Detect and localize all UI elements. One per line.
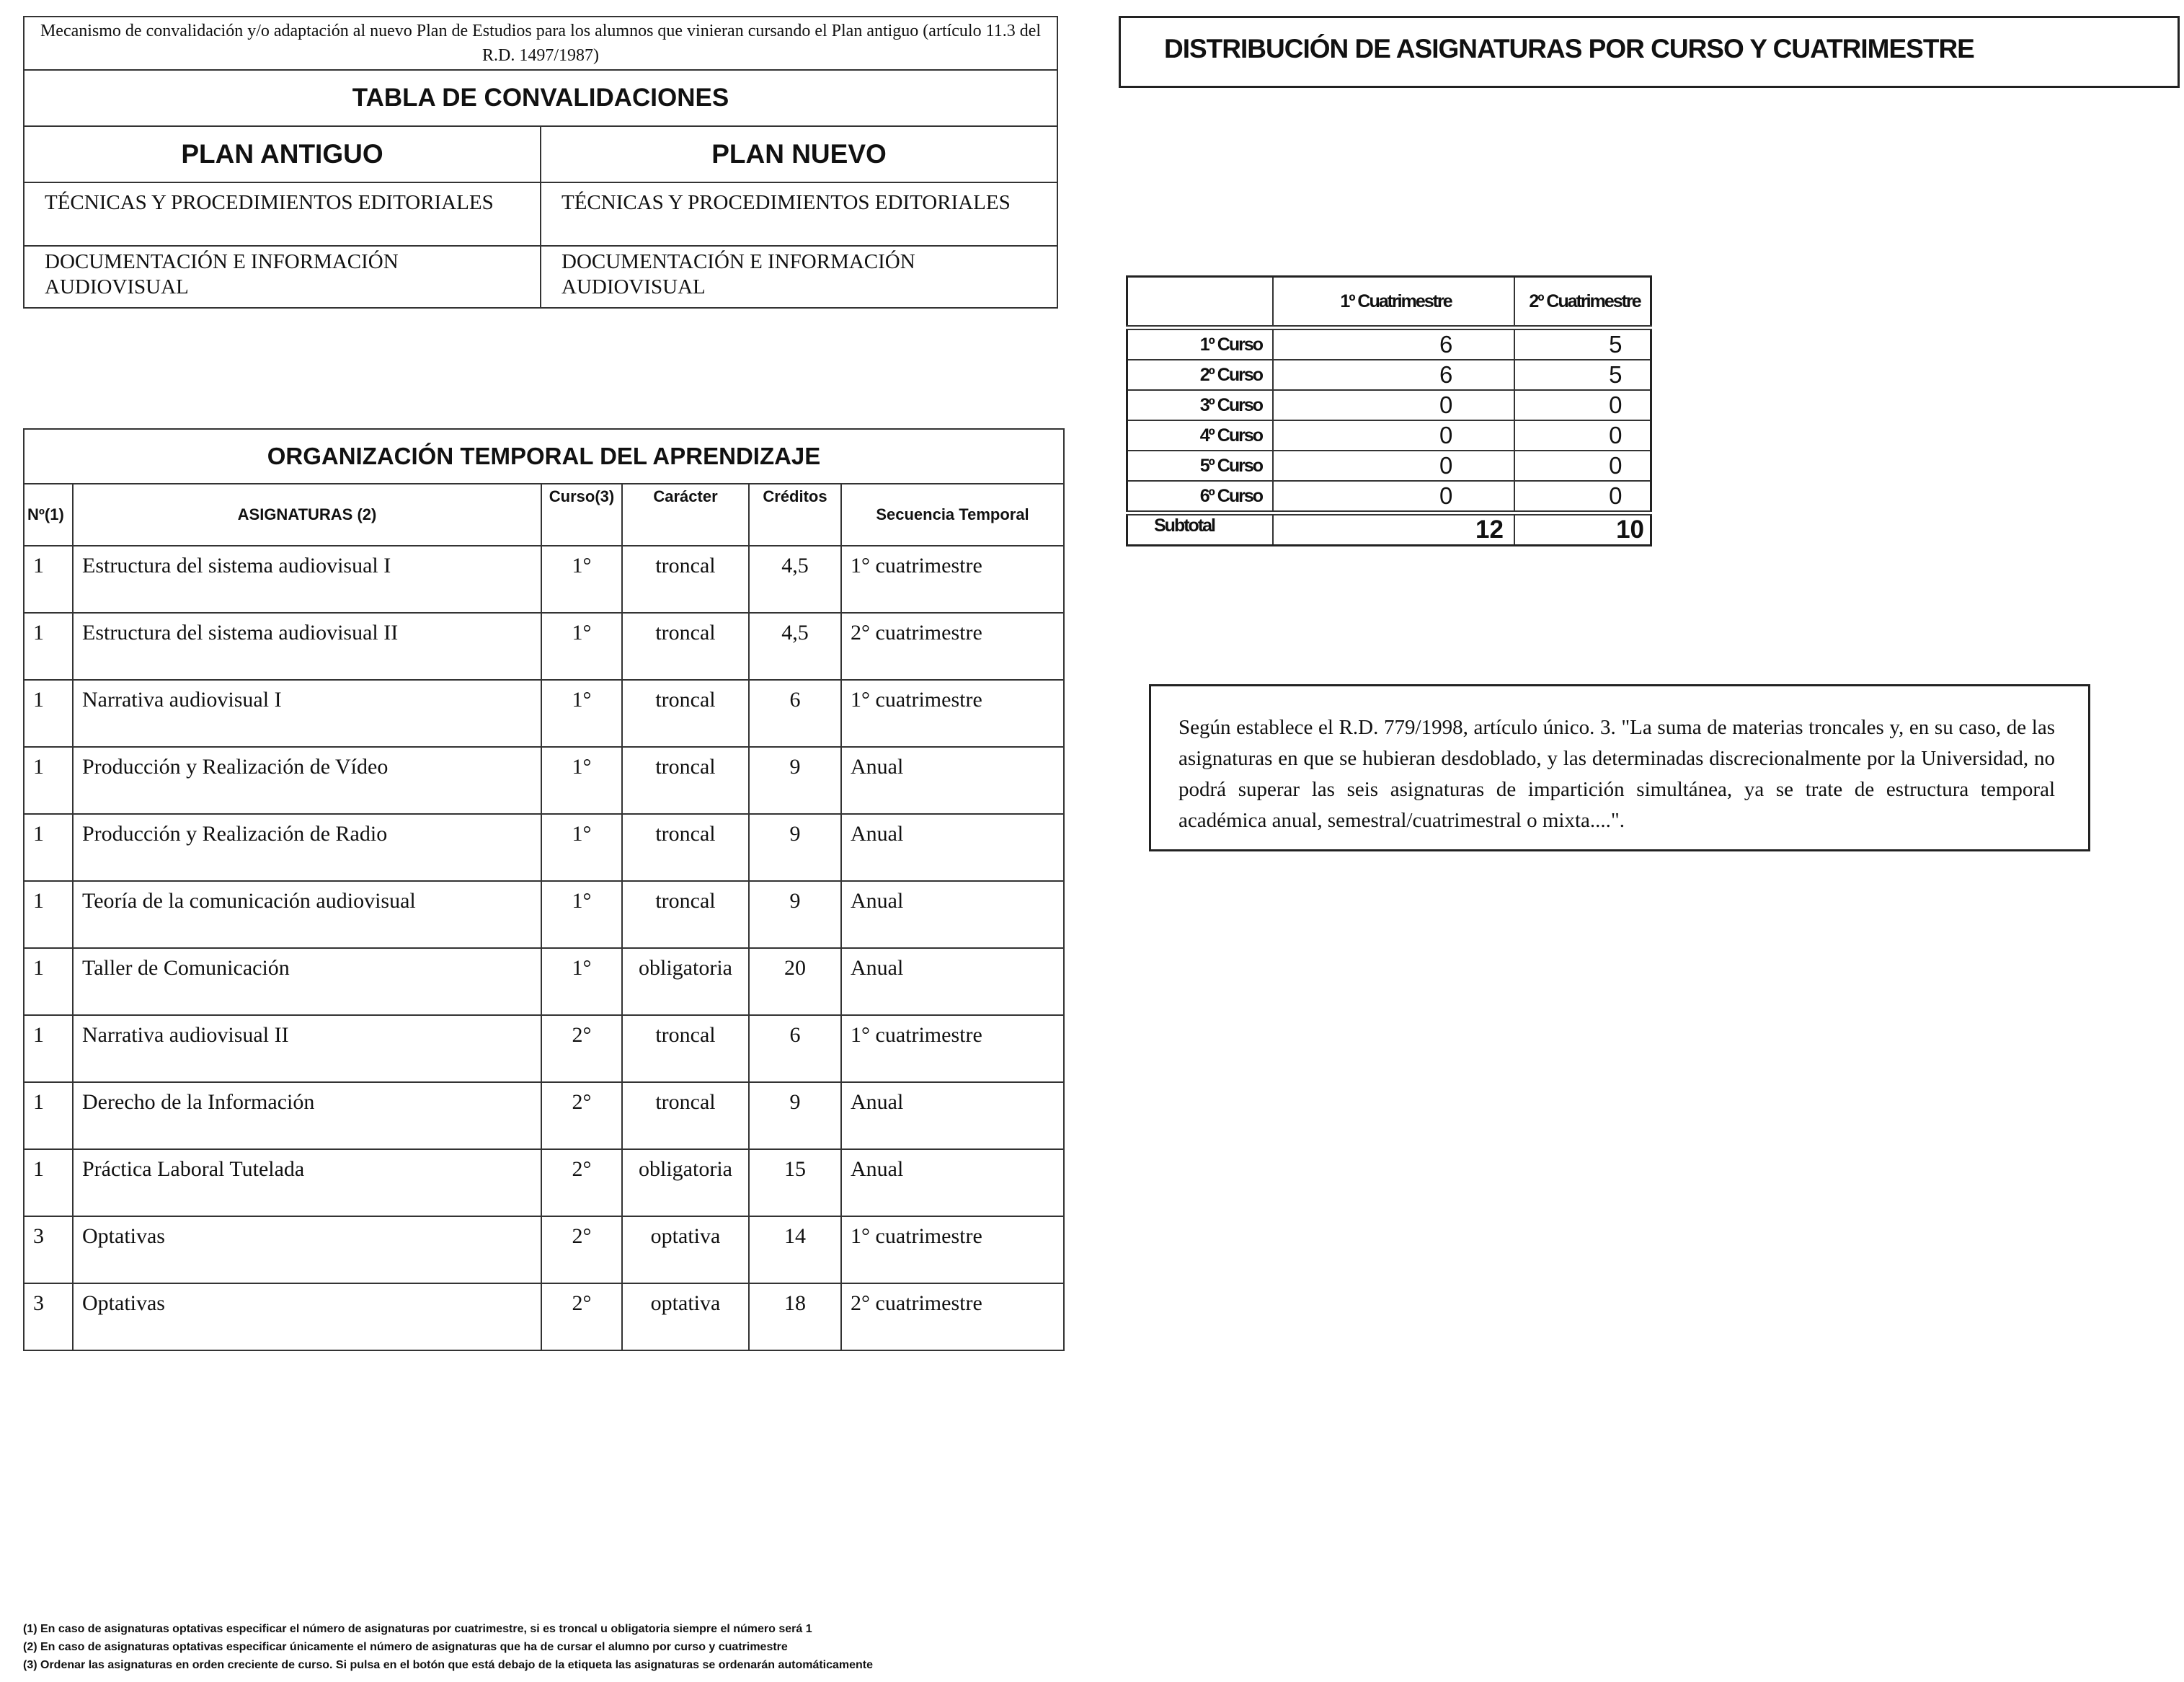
- distribucion-title-box: [1119, 16, 2180, 88]
- cell-n: 1: [24, 613, 73, 680]
- cell-caracter: obligatoria: [622, 948, 749, 1015]
- table-row: [24, 1149, 1064, 1216]
- cell-secuencia: Anual: [841, 747, 1064, 814]
- table-row: [24, 1082, 1064, 1149]
- table-row: [24, 546, 1064, 613]
- cell-secuencia: 2° cuatrimestre: [841, 1283, 1064, 1350]
- header-secuencia: Secuencia Temporal: [841, 484, 1064, 546]
- subtotal-1-cuatrimestre: 12: [1273, 513, 1514, 546]
- table-row: [1127, 328, 1651, 360]
- rd-quote-box: [1149, 684, 2090, 851]
- table-row: [24, 747, 1064, 814]
- curso-label: 6º Curso: [1127, 481, 1274, 513]
- value-2-cuatrimestre: 5: [1514, 328, 1651, 360]
- table-row: [1127, 451, 1651, 481]
- footnote-1: (1) En caso de asignaturas optativas especificar el número de asignaturas por cuatrimestre, si es troncal u obligatoria siempre el número será 1: [23, 1623, 812, 1635]
- value-1-cuatrimestre: 6: [1273, 328, 1514, 360]
- table-row: [24, 680, 1064, 747]
- cell-caracter: troncal: [622, 814, 749, 881]
- cell-creditos: 15: [749, 1149, 841, 1216]
- cell-creditos: 4,5: [749, 546, 841, 613]
- convalidacion-row: [24, 246, 1057, 308]
- cell-asignatura: Narrativa audiovisual I: [73, 680, 541, 747]
- value-1-cuatrimestre: 0: [1273, 420, 1514, 451]
- value-2-cuatrimestre: 0: [1514, 451, 1651, 481]
- value-1-cuatrimestre: 0: [1273, 390, 1514, 420]
- convalidaciones-title: TABLA DE CONVALIDACIONES: [24, 70, 1057, 126]
- value-1-cuatrimestre: 0: [1273, 481, 1514, 513]
- cell-asignatura: Optativas: [73, 1283, 541, 1350]
- cell-curso: 1°: [541, 680, 622, 747]
- table-row: [1127, 360, 1651, 390]
- cell-asignatura: Producción y Realización de Vídeo: [73, 747, 541, 814]
- curso-label: 1º Curso: [1127, 328, 1274, 360]
- value-2-cuatrimestre: 5: [1514, 360, 1651, 390]
- cell-curso: 2°: [541, 1216, 622, 1283]
- cell-n: 1: [24, 680, 73, 747]
- cell-caracter: troncal: [622, 881, 749, 948]
- cell-creditos: 6: [749, 1015, 841, 1082]
- cell-secuencia: 1° cuatrimestre: [841, 680, 1064, 747]
- cell-n: 1: [24, 1149, 73, 1216]
- cell-curso: 1°: [541, 814, 622, 881]
- plan-nuevo-header: PLAN NUEVO: [541, 126, 1057, 182]
- corner-cell: [1127, 277, 1274, 328]
- plan-nuevo-cell: TÉCNICAS Y PROCEDIMIENTOS EDITORIALES: [541, 182, 1057, 246]
- cell-caracter: obligatoria: [622, 1149, 749, 1216]
- table-row: [24, 1283, 1064, 1350]
- plan-nuevo-cell: DOCUMENTACIÓN E INFORMACIÓN AUDIOVISUAL: [541, 246, 1057, 308]
- cell-asignatura: Derecho de la Información: [73, 1082, 541, 1149]
- convalidacion-row: [24, 182, 1057, 246]
- cell-n: 3: [24, 1216, 73, 1283]
- cell-creditos: 9: [749, 747, 841, 814]
- header-2-cuatrimestre: 2º Cuatrimestre: [1514, 277, 1651, 328]
- cell-secuencia: 1° cuatrimestre: [841, 546, 1064, 613]
- cell-caracter: optativa: [622, 1283, 749, 1350]
- table-row: [1127, 481, 1651, 513]
- value-2-cuatrimestre: 0: [1514, 390, 1651, 420]
- cell-caracter: troncal: [622, 546, 749, 613]
- cell-asignatura: Estructura del sistema audiovisual I: [73, 546, 541, 613]
- footnote-2: (2) En caso de asignaturas optativas especificar únicamente el número de asignaturas que ha de cursar el alumno por curso y cuatrimestre: [23, 1641, 788, 1653]
- cell-caracter: troncal: [622, 680, 749, 747]
- plan-antiguo-cell: DOCUMENTACIÓN E INFORMACIÓN AUDIOVISUAL: [24, 246, 541, 308]
- cell-curso: 2°: [541, 1082, 622, 1149]
- distribucion-table: [1126, 275, 1652, 546]
- cell-creditos: 14: [749, 1216, 841, 1283]
- header-creditos: Créditos: [749, 484, 841, 546]
- subtotal-2-cuatrimestre: 10: [1514, 513, 1651, 546]
- mechanism-text: Mecanismo de convalidación y/o adaptación al nuevo Plan de Estudios para los alumnos que vinieran cursando el Plan antiguo (artículo 11.3 del R.D. 1497/1987): [24, 17, 1057, 70]
- cell-curso: 2°: [541, 1283, 622, 1350]
- footnote-3: (3) Ordenar las asignaturas en orden creciente de curso. Si pulsa en el botón que está debajo de la etiqueta las asignaturas se ordenarán automáticamente: [23, 1659, 874, 1671]
- cell-secuencia: 2° cuatrimestre: [841, 613, 1064, 680]
- cell-asignatura: Práctica Laboral Tutelada: [73, 1149, 541, 1216]
- cell-n: 1: [24, 747, 73, 814]
- header-caracter: Carácter: [622, 484, 749, 546]
- cell-n: 1: [24, 546, 73, 613]
- cell-caracter: optativa: [622, 1216, 749, 1283]
- curso-label: 2º Curso: [1127, 360, 1274, 390]
- cell-caracter: troncal: [622, 613, 749, 680]
- plan-antiguo-header: PLAN ANTIGUO: [24, 126, 541, 182]
- value-2-cuatrimestre: 0: [1514, 481, 1651, 513]
- cell-n: 1: [24, 881, 73, 948]
- cell-asignatura: Taller de Comunicación: [73, 948, 541, 1015]
- cell-creditos: 4,5: [749, 613, 841, 680]
- distribucion-title: DISTRIBUCIÓN DE ASIGNATURAS POR CURSO Y CUATRIMESTRE: [1164, 34, 1974, 63]
- curso-label: 4º Curso: [1127, 420, 1274, 451]
- cell-curso: 2°: [541, 1149, 622, 1216]
- organizacion-table: [23, 428, 1065, 1351]
- cell-creditos: 18: [749, 1283, 841, 1350]
- table-row: [24, 1015, 1064, 1082]
- table-row: [24, 1216, 1064, 1283]
- cell-creditos: 9: [749, 881, 841, 948]
- header-asignaturas: ASIGNATURAS (2): [73, 484, 541, 546]
- curso-label: 3º Curso: [1127, 390, 1274, 420]
- cell-n: 1: [24, 948, 73, 1015]
- header-num: Nº(1): [24, 484, 73, 546]
- cell-caracter: troncal: [622, 747, 749, 814]
- plan-antiguo-cell: TÉCNICAS Y PROCEDIMIENTOS EDITORIALES: [24, 182, 541, 246]
- cell-secuencia: Anual: [841, 1149, 1064, 1216]
- table-row: [1127, 390, 1651, 420]
- cell-curso: 1°: [541, 613, 622, 680]
- header-curso: Curso(3): [541, 484, 622, 546]
- rd-quote-text: Según establece el R.D. 779/1998, artículo único. 3. "La suma de materias troncales y, en su caso, de las asignaturas en que se hubieran desdoblado, y las determinadas discrecionalmente por la Universidad, no podrá superar las seis asignaturas de impartición simultánea, ya se trate de estructura temporal académica anual, semestral/cuatrimestral o mixta....".: [1178, 716, 2055, 832]
- cell-curso: 1°: [541, 747, 622, 814]
- cell-caracter: troncal: [622, 1082, 749, 1149]
- table-row: [24, 948, 1064, 1015]
- cell-asignatura: Narrativa audiovisual II: [73, 1015, 541, 1082]
- convalidaciones-table: [23, 16, 1058, 309]
- cell-creditos: 9: [749, 814, 841, 881]
- cell-secuencia: Anual: [841, 948, 1064, 1015]
- subtotal-label: Subtotal: [1127, 513, 1274, 546]
- organizacion-header-row: [24, 484, 1064, 546]
- table-row: [24, 814, 1064, 881]
- organizacion-title: ORGANIZACIÓN TEMPORAL DEL APRENDIZAJE: [24, 429, 1064, 484]
- value-1-cuatrimestre: 6: [1273, 360, 1514, 390]
- header-1-cuatrimestre: 1º Cuatrimestre: [1273, 277, 1514, 328]
- cell-secuencia: 1° cuatrimestre: [841, 1015, 1064, 1082]
- cell-creditos: 20: [749, 948, 841, 1015]
- footnotes: [23, 1620, 873, 1674]
- cell-caracter: troncal: [622, 1015, 749, 1082]
- cell-asignatura: Teoría de la comunicación audiovisual: [73, 881, 541, 948]
- cell-secuencia: Anual: [841, 881, 1064, 948]
- cell-curso: 2°: [541, 1015, 622, 1082]
- table-row: [1127, 420, 1651, 451]
- cell-n: 1: [24, 814, 73, 881]
- cell-n: 1: [24, 1082, 73, 1149]
- table-row: [24, 881, 1064, 948]
- table-row: [24, 613, 1064, 680]
- cell-n: 1: [24, 1015, 73, 1082]
- cell-asignatura: Estructura del sistema audiovisual II: [73, 613, 541, 680]
- cell-curso: 1°: [541, 881, 622, 948]
- cell-asignatura: Optativas: [73, 1216, 541, 1283]
- cell-curso: 1°: [541, 948, 622, 1015]
- cell-secuencia: 1° cuatrimestre: [841, 1216, 1064, 1283]
- cell-asignatura: Producción y Realización de Radio: [73, 814, 541, 881]
- cell-secuencia: Anual: [841, 814, 1064, 881]
- value-1-cuatrimestre: 0: [1273, 451, 1514, 481]
- value-2-cuatrimestre: 0: [1514, 420, 1651, 451]
- curso-label: 5º Curso: [1127, 451, 1274, 481]
- cell-n: 3: [24, 1283, 73, 1350]
- cell-curso: 1°: [541, 546, 622, 613]
- cell-creditos: 9: [749, 1082, 841, 1149]
- cell-creditos: 6: [749, 680, 841, 747]
- cell-secuencia: Anual: [841, 1082, 1064, 1149]
